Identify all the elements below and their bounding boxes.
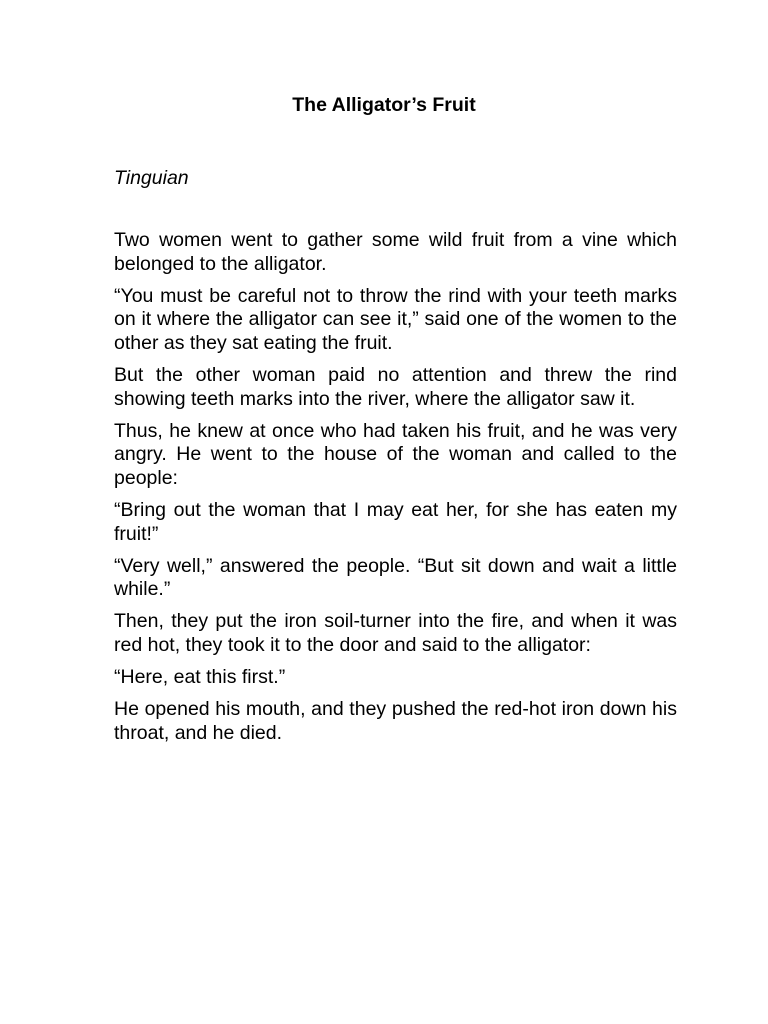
paragraph: “Here, eat this first.” [114, 666, 286, 688]
document-subtitle: Tinguian [114, 167, 189, 189]
paragraph: He opened his mouth, and they pushed the red-hot iron down his throat, and he died. [114, 698, 677, 744]
paragraph: But the other woman paid no attention and threw the rind showing teeth marks into the river, where the alligator saw it. [114, 363, 677, 410]
paragraph: Then, they put the iron soil-turner into the fire, and when it was red hot, they took it to the door and said to the alligator: [114, 610, 677, 656]
paragraph: Two women went to gather some wild fruit from a vine which belonged to the alligator. [114, 229, 677, 275]
paragraph: “You must be careful not to throw the rind with your teeth marks on it where the alligator can see it,” said one of the women to the other as they sat eating the fruit. [114, 284, 677, 354]
paragraph: Thus, he knew at once who had taken his fruit, and he was very angry. He went to the house of the woman and called to the people: [114, 419, 677, 489]
document-body [114, 229, 677, 754]
document-title: The Alligator’s Fruit [292, 94, 476, 116]
paragraph: “Very well,” answered the people. “But sit down and wait a little while.” [114, 554, 677, 601]
paragraph: “Bring out the woman that I may eat her, for she has eaten my fruit!” [114, 498, 677, 545]
